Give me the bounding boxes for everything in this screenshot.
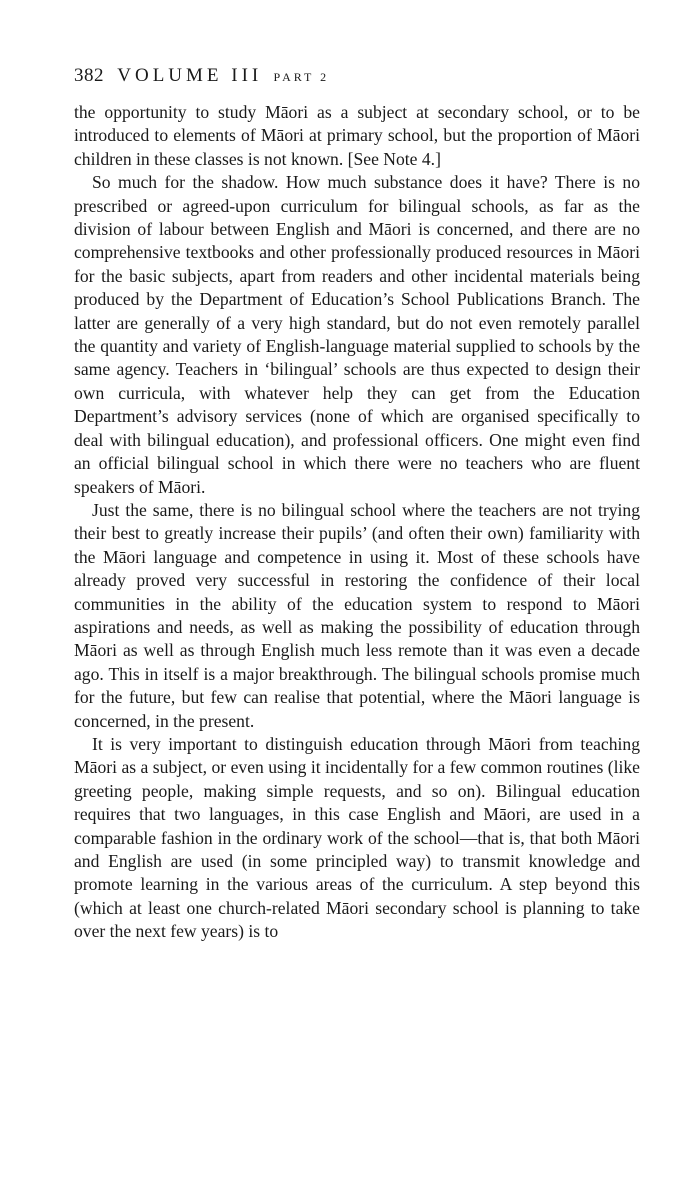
paragraph: Just the same, there is no bilingual school where the teachers are not trying their best to greatly increase their pupils’ (and often their own) familiarity with the Māori language and competence in using it. Most of these schools have already proved very successful in restoring the confidence of their local communities in the ability of the education system to respond to Māori aspirations and needs, as well as making the possibility of education through Māori as well as through English much less remote than it was even a decade ago. This in itself is a major breakthrough. The bilingual schools promise much for the future, but few can realise that potential, where the Māori language is concerned, in the present. [74,499,640,731]
volume-label: VOLUME III [117,65,263,86]
part-label: PART 2 [273,70,330,84]
body-text [74,101,640,944]
running-head [74,62,640,91]
paragraph-continued: the opportunity to study Māori as a subject at secondary school, or to be introduced to elements of Māori at primary school, but the proportion of Māori children in these classes is not known. [See Note 4.] [74,102,640,169]
paragraph: It is very important to distinguish education through Māori from teaching Māori as a subject, or even using it incidentally for a few common routines (like greeting people, making simple requests, and so on). Bilingual education requires that two languages, in this case English and Māori, are used in a comparable fashion in the ordinary work of the school—that is, that both Māori and English are used (in some principled way) to transmit knowledge and promote learning in the various areas of the curriculum. A step beyond this (which at least one church-related Māori secondary school is planning to take over the next few years) is to [74,733,640,942]
book-page [74,62,640,944]
page-number: 382 [74,65,104,86]
paragraph: So much for the shadow. How much substance does it have? There is no prescribed or agreed-upon curriculum for bilingual schools, as far as the division of labour between English and Māori is concerned, and there are no comprehensive textbooks and other professionally produced resources in Māori for the basic subjects, apart from readers and other incidental materials being produced by the Department of Education’s School Publications Branch. The latter are generally of a very high standard, but do not even remotely parallel the quantity and variety of English-language material supplied to schools by the same agency. Teachers in ‘bilingual’ schools are thus expected to design their own curricula, with whatever help they can get from the Education Department’s advisory services (none of which are organised specifically to deal with bilingual education), and professional officers. One might even find an official bilingual school in which there were no teachers who are fluent speakers of Māori. [74,172,640,497]
